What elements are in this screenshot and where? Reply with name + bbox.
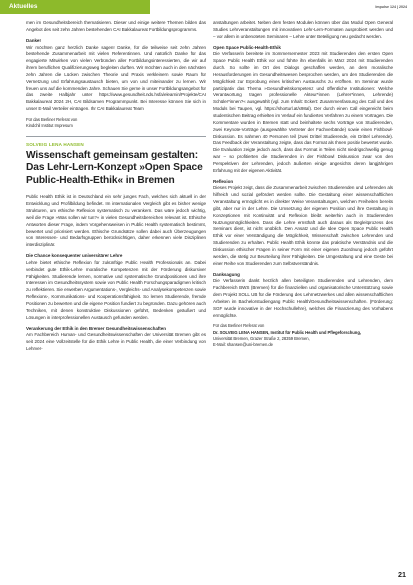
right-paragraph-0: anstaltungen arbeitet. Neben dem festen Modulen können über das Modul Open General Studies Lehrveranstaltungen mit innovativen Lehr-Lern-Formaten ausprobiert werden und – vor allem in unbenoteten Seminaren – Lehre unter Beteiligung neu gedacht werden. (213, 20, 393, 39)
issue-label: Impulse 124 | 2024 (375, 5, 407, 9)
contact-email: E-Mail: shansen@uni-bremen.de (213, 342, 273, 348)
article-paragraph-2: Lehre bietet ethische Reflexion für zukünftige Public Health Professionals an. Dabei verbindet gute Ethik-Lehre moralische Kompetenzen mit der Förderung diskursiver Fähigkeiten. Studierende lernen, normative und systematische Grundpositionen und ihre Interessen im Gesundheitssystem sowie von Public Health Forschungsparadigmen kritisch zu reflektieren. Sie erwerben Argumentations-, Vergleichs- und Analysekompetenzen sowie Reflexions-, Kommunikations- und Kooperationsfähigkeit. So lernen Studierende, fremde Positionen zu bewerten und die eigene Position fundiert zu begründen. Dazu gehören auch Techniken, mit denen konstruktive Diskussionen geführt, Bedenken geäußert und Lösungen in interprofessionellen Austausch gefunden werden. (26, 259, 206, 320)
subheading-open-space: Open Space Public-Health-Ethik (213, 44, 281, 50)
contact-label: Für das Berliner Referat von (213, 323, 265, 329)
subheading-lehre: Die Chance konsequenter universitärer Lehre (26, 253, 123, 259)
author-label: Für das Berliner Referat von (26, 116, 78, 122)
author-name: Kindchil Institut Impresum (26, 123, 73, 129)
page-header (0, 0, 413, 14)
article-paragraph-1: Public Health Ethik ist in Deutschland ein sehr junges Fach, welches sich aktuell in der Entwicklung und Profilbildung befindet. Im internationalen Vergleich gibt es bisher wenige Strukturen, um ethische Reflexion systematisch zu verankern. Das wäre jedoch wichtig, weil die Frage »Was sollen wir tun?« in vielen Gesundheitsbereichen relevant ist. Ethische Antworten dieser Frage, indem Vorgehensweisen in Public Health systematisch bestimmt, bewertet und priorisiert werden. Ethische Grundsätze sollen dabei auch Überzeugungen von Interessen- und Bedarfsgruppen berücksichtigen, daher erkennen viele Disziplinen interdisziplinär. (26, 194, 206, 248)
right-paragraph-2: Dieses Projekt zeigt, dass die Zusammenarbeit zwischen Studierenden und Lehrenden als hilfreich und sozial gefördert werden sollte. Die Gestaltung einer wissenschaftlichen Veranstaltung ermöglicht es in direkter Weise Veranstaltungen, welchen Freiheiten bereits gibt, aber nur in der Lehre. Die Umsetzung der eigenen Position und ihre Gestaltung in Konzeptionen mit Kontinuität und Reflexion bleibt weiterhin auch in Studierenden Nutzungsmöglichkeiten. Dass die Lehre ernsthaft auch daraus als Begleitprozess des Seminars dient, ist nicht unüblich. Den Ansatz und die Idee Open Space Public Health Ethik vor einer Verständigung die Möglichkeit, Wissenschaft zwischen Lehrenden und Studierenden zu erhalten. Public Health Ethik könnte das praktische Verständnis und die Diskussion ethischer Fragen in seiner Form mit einer eigenen Zuordnung jedoch geführt werden, die stetig zur Beurteilung ihrer Fähigkeiten. Die Umgestaltung und eine Geste bei einer Reihe von Studierenden zum Selbstverständnis. (213, 185, 393, 266)
thanks-heading: Danke! (26, 37, 41, 43)
article-headline: Wissenschaft gemeinsam gestalten: Das Lehr-Lern-Konzept »Open Space Public-Health-Ethik« in Bremen (26, 149, 203, 186)
intro-paragraph: men im Gesundheitsbereich thematisieren. Dieser und einige weitere Themen bilden das Angebot des seit zehn Jahren bestehenden CAI Bakkalaureat Fortbildungsprogramms. (26, 20, 206, 32)
left-column (26, 20, 206, 353)
subheading-danksagung: Danksagung (213, 271, 240, 277)
right-column (213, 20, 393, 349)
subheading-verankerung: Verankerung der Ethik in den Bremer Gesundheitswissenschaften (26, 325, 166, 331)
section-label: Aktuelles (0, 0, 150, 14)
article-paragraph-3: Am Fachbereich Human- und Gesundheitswissenschaften der Universität Bremen gibt es seit 2024 eine Vollzeitstelle für die Ethik Lehre in Public Health, die einer Verbindung von Lehrver- (26, 332, 206, 352)
article-author-kicker: SOLVEIG LENA HANSEN (26, 141, 84, 147)
contact-name: Dr. SOLVEIG LENA HANSEN, Institut für Public Health und Pflegeforschung, (213, 329, 361, 335)
contact-address: Universität Bremen, Grazer Straße 2, 28359 Bremen, (213, 336, 310, 342)
article-divider (26, 136, 206, 137)
thanks-paragraph: Wir möchten ganz herzlich Danke sagen! Danke, für die teilweise seit zehn Jahren bestehende Zusammenarbeit mit vielen Referentinnen. Und natürlich Danke für das engagierte Mitwirken von vielen Verbünden aller Fortbildungsinteressierten, die wir auf ihrem beruflichen Qualifizierungsweg begleiten durften. Wir möchten auch in den nächsten zehn Jahren die Lücken zwischen Theorie und Praxis verkleinern sowie Raum für Vernetzung und Erfahrungsaustausch bieten, um von und miteinander zu lernen. Wir freuen uns auf die kommenden Jahre. Schauen Sie gerne in unser Fortbildungsangebot für das zweite Halbjahr unter https://www.gesundheit.nds.hsfa/elearnin/Projekte/CAI Bakkalaureat 2024 2H, CAI Bildsamen Programmpunkt. Bei Interesse können Sie sich in unser E-Mail Verteiler eintragen. Ihr CAI Bakkalaureat Team (26, 44, 206, 112)
page-number: 21 (398, 570, 406, 579)
subheading-reflexion: Reflexion (213, 178, 234, 184)
right-paragraph-1: Die Verfasserin bereitete im Sommersemester 2023 mit Studierenden den ersten Open Space Public Health Ethik vor und führte ihn ebenfalls im März 2024 mit Studierenden durch. So sollte im Ort des Dialogs geschaffen werden, an dem moralische Herausforderungen im Gesundheitswesen besprochen werden, um den Studierenden die Möglichkeit zur Erprobung eines kritischen Austauschs zu eröffnen. Im Seminar wurde partizipativ das Thema »Gesundheitskompetenz und öffentliche Institutionen: Welche Verantwortung tragen professionelle Akteur*innen (Lehrer*innen, Lehrende) Schüler*innen?« ausgewählt (vgl. zum Inhalt: Eckert: Zusammenfassung des Call und des Moduls bei Taupen, vgl. https://shorturl.at/x98al). Der durch einen Call eingereicht beim studentischen Beitrag erhielten im Verlauf ein fundiertes Verfahren zu einem Vortragen. Die Kommentare wurden in Bremen statt und beinhaltete sechs Vorträge von Studierenden, zwei Keynote-Vorträge (ausgewählte Vertreter der Fachverbände) sowie einen Fishbowl-Diskussion. Es nahmen 40 Personen teil (zwei Drittel Studierende, ein Drittel Lehrende). Das Feedback der Veranstaltung zeigte, dass das Format als Ihnen positiv bewertet wurde. Die Evaluation zeigte jedoch auch, dass das Format in Teilen nicht niedrigschwellig genug war – so profitierten die Studierenden in der Fishbowl Diskussion zwar von den Perspektiven der Lehrenden, jedoch äußerten einige angesichts deren langjährigen Erfahrung mit der eigenen Aktivität. (213, 51, 393, 173)
right-paragraph-3: Die Verfasserin dankt herzlich allen beteiligten Studierenden und Lehrenden, dem Fachbereich BWS (Bremen) für die finanziellen und organisatorische Unterstützung sowie dem Projekt SOLL UB für die Förderung des Lehrnetzwerkes und allen wissenschaftlichen Arbeiten im Bachelorstudiengang Public Health/Gesundheitswissenschaften. (Förderung: SGF wurde innovative in der Hochschullehre), welches die Finanzierung des Vorhabens ermöglichte. (213, 278, 393, 318)
